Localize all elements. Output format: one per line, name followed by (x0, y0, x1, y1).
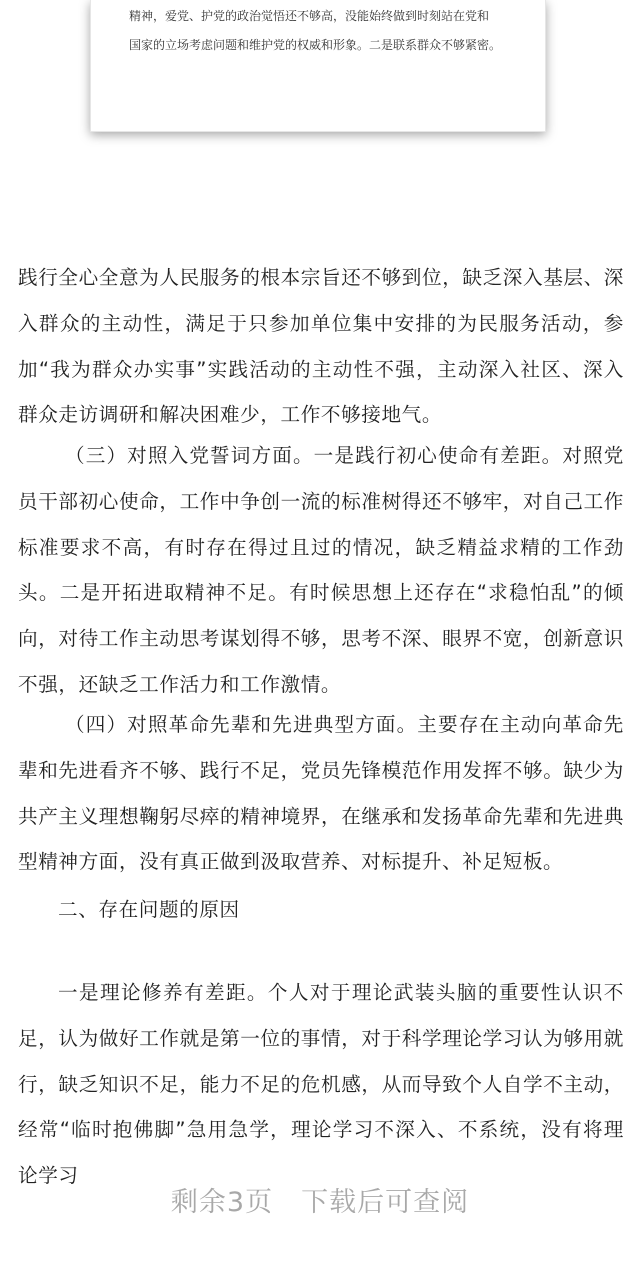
download-to-view-text[interactable]: 下载后可查阅 (301, 1187, 470, 1218)
download-remaining-banner[interactable] (0, 1180, 640, 1219)
preview-text-line: 精神，爱党、护党的政治觉悟还不够高，没能始终做到时刻站在党和 (129, 9, 490, 23)
remaining-pages-text[interactable]: 剩余3页 (170, 1187, 274, 1218)
paragraph-theory-cultivation: 一是理论修养有差距。个人对于理论武装头脑的重要性认识不足，认为做好工作就是第一位的事情，对于科学理论学习认为够用就行，缺乏知识不足，能力不足的危机感，从而导致个人自学不主动，经常“临时抱佛脚”急用急学，理论学习不深入、不系统，没有将理论学习 (18, 981, 624, 1188)
paragraph-revolutionary-section: （四）对照革命先辈和先进典型方面。主要存在主动向革命先辈和先进看齐不够、践行不足，党员先锋模范作用发挥不够。缺少为共产主义理想鞠躬尽瘁的精神境界，在继承和发扬革命先辈和先进典型精神方面，没有真正做到汲取营养、对标提升、补足短板。 (18, 713, 624, 874)
preview-text-line: 国家的立场考虑问题和维护党的权威和形象。二是联系群众不够紧密。 (129, 38, 502, 52)
paragraph-service-purpose: 践行全心全意为人民服务的根本宗旨还不够到位，缺乏深入基层、深入群众的主动性，满足于只参加单位集中安排的为民服务活动，参加“我为群众办实事”实践活动的主动性不强，主动深入社区、深入群众走访调研和解决困难少，工作不够接地气。 (18, 266, 624, 427)
preview-page-card (90, 0, 546, 132)
section-heading-causes: 二、存在问题的原因 (58, 898, 240, 921)
paragraph-oath-section: （三）对照入党誓词方面。一是践行初心使命有差距。对照党员干部初心使命，工作中争创一流的标准树得还不够牢，对自己工作标准要求不高，有时存在得过且过的情况，缺乏精益求精的工作劲头。二是开拓进取精神不足。有时候思想上还存在“求稳怕乱”的倾向，对待工作主动思考谋划得不够，思考不深、眼界不宽，创新意识不强，还缺乏工作活力和工作激情。 (18, 444, 624, 696)
